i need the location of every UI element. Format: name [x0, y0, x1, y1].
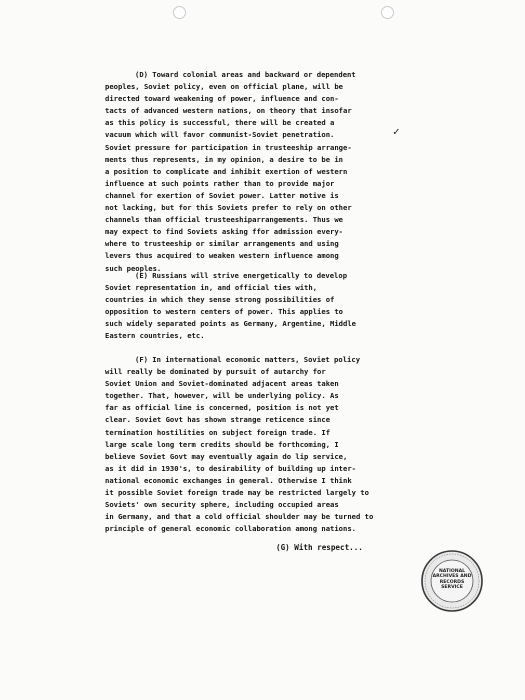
text-line: in Germany, and that a cold official shoulder may be turned to: [105, 512, 374, 522]
text-line: Eastern countries, etc.: [105, 331, 205, 341]
stamp-line: NATIONAL: [438, 569, 466, 574]
text-line: directed toward weakening of power, influence and con-: [105, 94, 339, 104]
text-line: as this policy is successful, there will be created a: [105, 118, 335, 128]
text-line: as it did in 1930's, to desirability of building up inter-: [105, 463, 356, 473]
paragraph-d: [105, 69, 425, 275]
archive-stamp: [420, 549, 484, 613]
text-line: not lacking, but for this Soviets prefer to rely on other: [105, 203, 352, 213]
text-line: opposition to western centers of power. This applies to: [105, 307, 343, 317]
text-line: where to trusteeship or similar arrangements and using: [105, 239, 339, 249]
punch-hole-left: [173, 6, 186, 19]
text-line: far as official line is concerned, position is not yet: [105, 403, 339, 413]
text-line: clear. Soviet Govt has shown strange reticence since: [105, 415, 331, 425]
text-line: peoples, Soviet policy, even on official plane, will be: [105, 82, 343, 92]
text-line: a position to complicate and inhibit exertion of western: [105, 166, 348, 176]
text-line: vacuum which will favor communist-Soviet penetration.: [105, 130, 335, 140]
text-line: Soviet pressure for participation in trusteeship arrange-: [105, 142, 352, 152]
text-line: such peoples.: [105, 263, 162, 273]
text-line: termination hostilities on subject foreign trade. If: [105, 427, 331, 437]
text-line: may expect to find Soviets asking ffor admission every-: [105, 227, 343, 237]
text-line: ments thus represents, in my opinion, a desire to be in: [105, 154, 343, 164]
text-line: such widely separated points as Germany, Argentine, Middle: [105, 319, 356, 329]
text-line: will really be dominated by pursuit of autarchy for: [105, 367, 326, 377]
text-line: levers thus acquired to weaken western influence among: [105, 251, 339, 261]
text-line: together. That, however, will be underlying policy. As: [105, 391, 339, 401]
paragraph-e: [105, 270, 425, 343]
text-line: channels than official trusteeshiparrangements. Thus we: [105, 215, 343, 225]
handwritten-check-mark: ✓: [393, 125, 400, 138]
text-line: large scale long term credits should be forthcoming, I: [105, 439, 339, 449]
text-line: (F) In international economic matters, Soviet policy: [135, 355, 361, 364]
stamp-line: RECORDS: [439, 579, 465, 585]
text-line: channel for exertion of Soviet power. Latter motive is: [105, 190, 339, 200]
text-line: Soviet representation in, and official ties with,: [105, 283, 318, 293]
text-line: countries in which they sense strong possibilities of: [105, 295, 335, 305]
stamp-line: SERVICE: [441, 585, 463, 591]
text-line: (D) Toward colonial areas and backward or dependent: [135, 70, 356, 79]
text-line: (E) Russians will strive energetically to develop: [135, 271, 348, 280]
text-line: believe Soviet Govt may eventually again do lip service,: [105, 451, 348, 461]
punch-hole-right: [381, 6, 394, 19]
text-line: Soviets' own security sphere, including occupied areas: [105, 500, 339, 510]
stamp-line: ARCHIVES AND: [432, 574, 472, 580]
text-line: influence at such points rather than to provide major: [105, 178, 335, 188]
text-line: it possible Soviet foreign trade may be restricted largely to: [105, 488, 369, 498]
stamp-inner-text: [420, 569, 484, 591]
text-line: Soviet Union and Soviet-dominated adjacent areas taken: [105, 379, 339, 389]
continuation-line: (G) With respect...: [276, 543, 363, 552]
text-line: principle of general economic collaboration among nations.: [105, 524, 356, 534]
paragraph-f: [105, 354, 425, 535]
text-line: national economic exchanges in general. Otherwise I think: [105, 475, 352, 485]
text-line: tacts of advanced western nations, on theory that insofar: [105, 106, 352, 116]
